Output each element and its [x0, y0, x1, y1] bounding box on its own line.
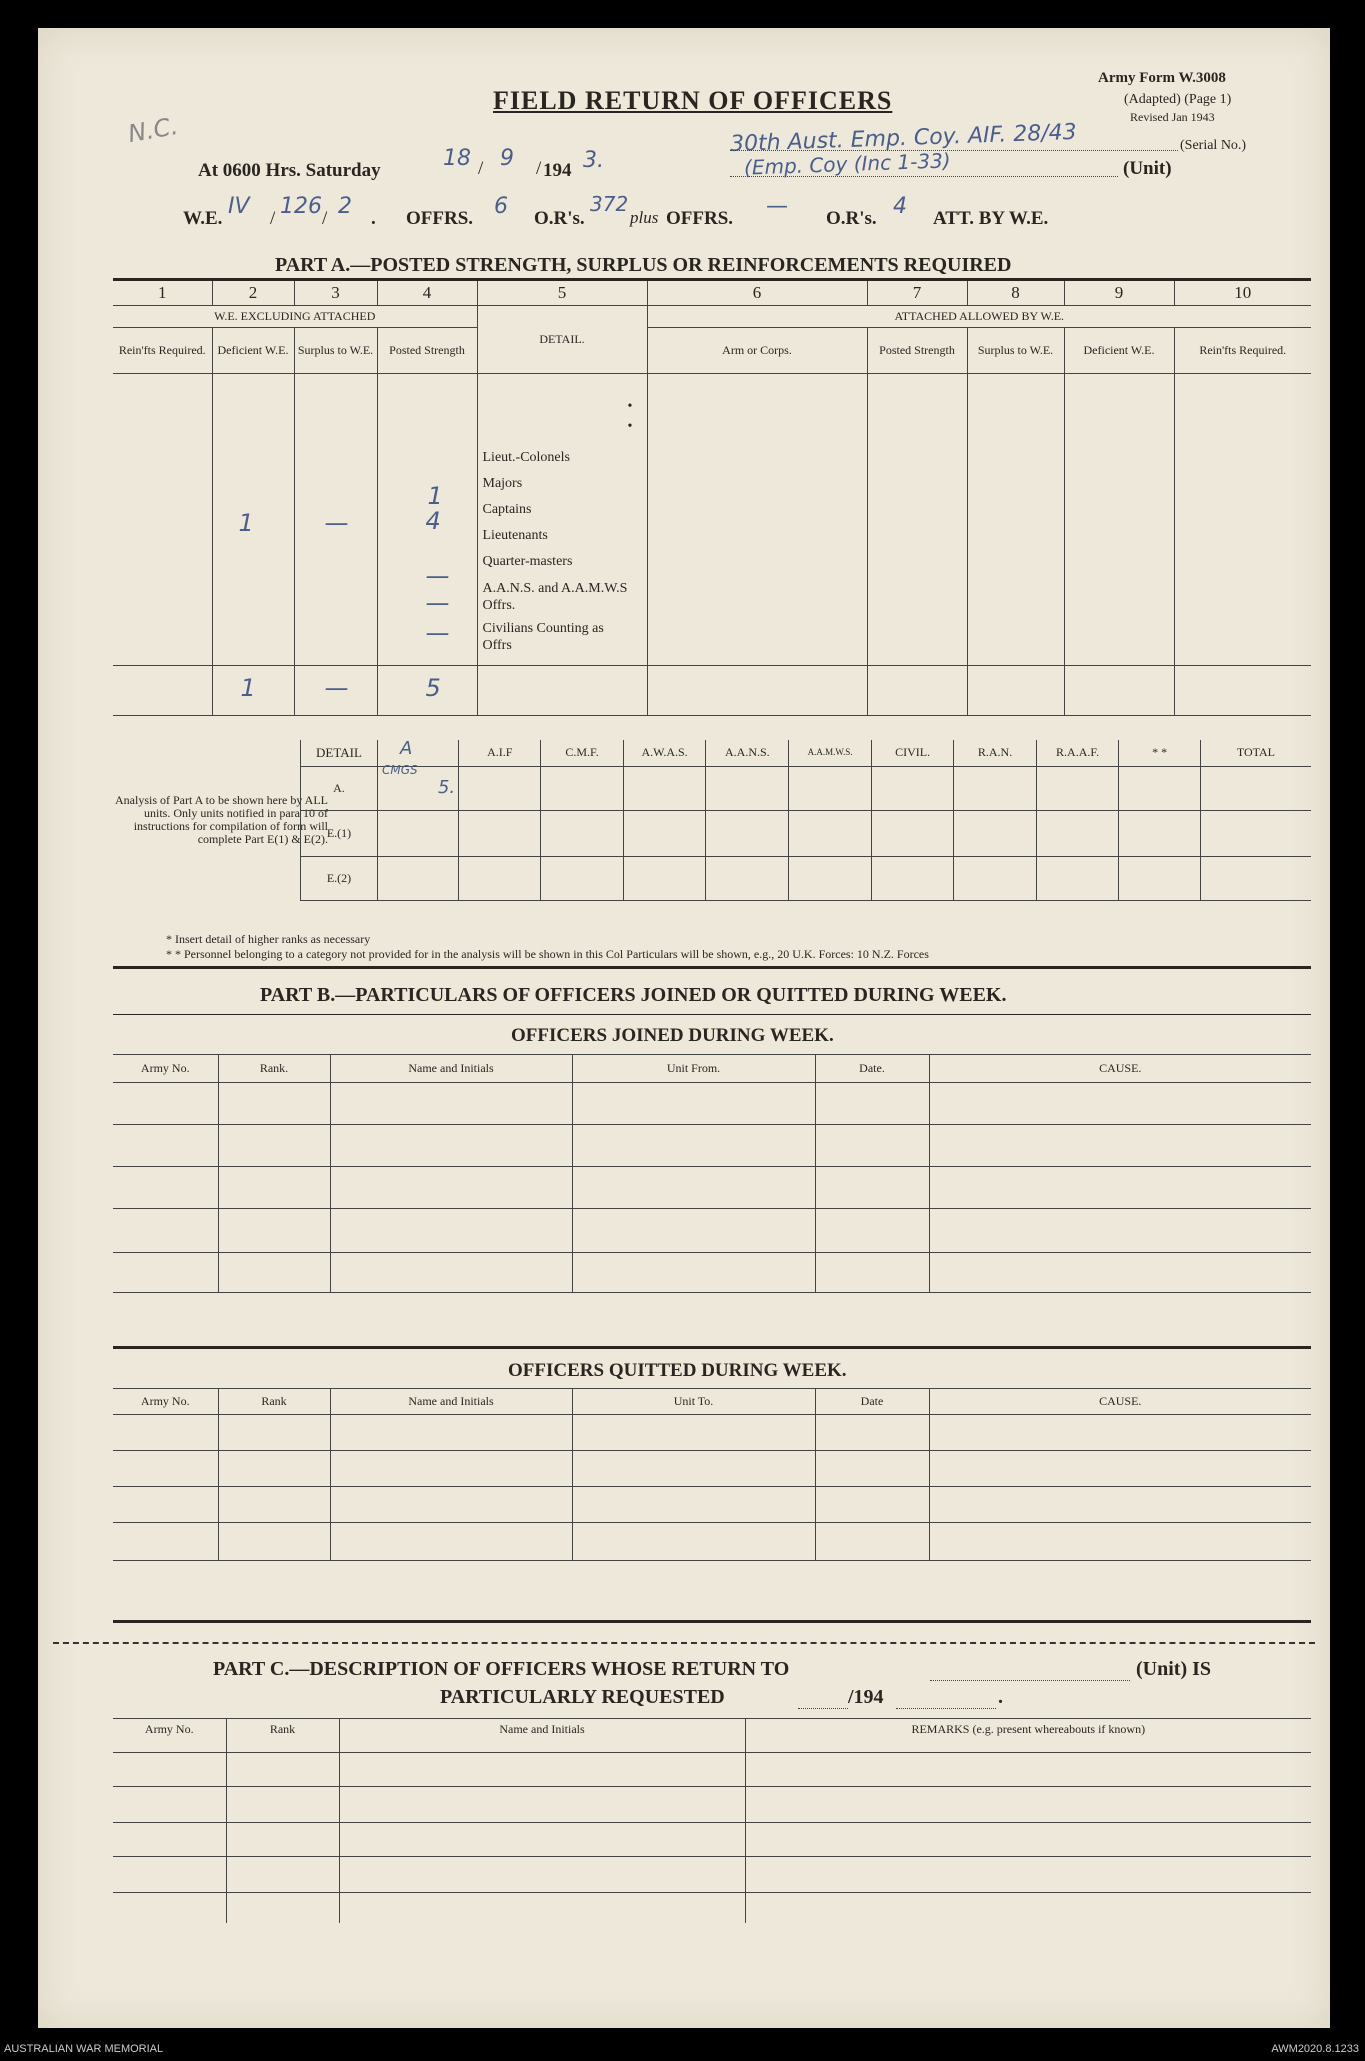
col-num-6: 6 [647, 281, 867, 305]
hw-posted-captains: 1 [427, 481, 443, 510]
joined-table [113, 1054, 1311, 1293]
analysis-table [300, 740, 1311, 901]
part-c-table [113, 1718, 1311, 1923]
joined-col-unit-from: Unit From. [572, 1055, 815, 1083]
joined-col-date: Date. [815, 1055, 929, 1083]
hdr-reinfts-att: Rein'fts Required. [1174, 327, 1311, 373]
group-attached: ATTACHED ALLOWED BY W.E. [647, 305, 1311, 327]
an-row-e2: E.(2) [301, 856, 378, 900]
joined-col-name: Name and Initials [330, 1055, 572, 1083]
an-col-detail: DETAIL [301, 740, 378, 766]
c-col-rank: Rank [226, 1719, 339, 1753]
group-we-excluding: W.E. EXCLUDING ATTACHED [113, 305, 477, 327]
col-num-3: 3 [294, 281, 377, 305]
total-surplus: — [324, 673, 349, 702]
col-num-10: 10 [1174, 281, 1311, 305]
offrs2-label: OFFRS. [666, 208, 734, 229]
we-part3: 2 [338, 194, 352, 219]
an-col-hw: A [399, 738, 413, 759]
quitted-col-date: Date [815, 1389, 929, 1415]
att-label: ATT. BY W.E. [933, 208, 1049, 229]
ors2-label: O.R's. [826, 208, 877, 229]
table-row [113, 1167, 1311, 1209]
col-num-1: 1 [113, 281, 212, 305]
detail-quartermasters: Quarter-masters [482, 553, 573, 569]
hw-posted-aans: — [425, 561, 450, 590]
c-col-name: Name and Initials [339, 1719, 745, 1753]
quitted-col-rank: Rank [218, 1389, 330, 1415]
footer-right: AWM2020.8.1233 [1271, 2043, 1359, 2055]
ors-value: 372 [590, 192, 629, 216]
col-num-8: 8 [967, 281, 1064, 305]
footer-left: AUSTRALIAN WAR MEMORIAL [4, 2043, 164, 2055]
c-col-army-no: Army No. [113, 1719, 226, 1753]
at-label: At 0600 Hrs. Saturday [198, 160, 381, 181]
an-col-aamws: A.A.M.W.S. [789, 740, 872, 766]
we-part1: IV [228, 194, 250, 219]
detail-captains: Captains [482, 501, 532, 517]
an-col-cmf: C.M.F. [541, 740, 623, 766]
total-deficient: 1 [240, 673, 256, 702]
cut-line [53, 1642, 1315, 1644]
quitted-title: OFFICERS QUITTED DURING WEEK. [508, 1360, 847, 1381]
quitted-table [113, 1388, 1311, 1561]
table-row [113, 1523, 1311, 1561]
col-num-5: 5 [477, 281, 647, 305]
form-revised: Revised Jan 1943 [1130, 110, 1215, 124]
hdr-deficient: Deficient W.E. [212, 327, 294, 373]
joined-col-cause: CAUSE. [929, 1055, 1311, 1083]
total-posted: 5 [425, 673, 441, 702]
date-month: 9 [500, 146, 514, 171]
table-row [113, 1125, 1311, 1167]
table-row [113, 1209, 1311, 1253]
col-num-4: 4 [377, 281, 477, 305]
an-row-e1: E.(1) [301, 810, 378, 856]
detail-lieutenants: Lieutenants [482, 527, 548, 543]
year-prefix: 194 [543, 160, 572, 181]
date-day: 18 [443, 146, 471, 171]
we-label: W.E. [183, 208, 223, 229]
an-col-total: TOTAL [1200, 740, 1311, 766]
offrs-label: OFFRS. [406, 208, 474, 229]
quitted-col-unit-to: Unit To. [572, 1389, 815, 1415]
an-col-aans: A.A.N.S. [706, 740, 789, 766]
form-adapted: (Adapted) (Page 1) [1124, 92, 1232, 107]
serial-label: (Serial No.) [1180, 138, 1247, 153]
hdr-deficient-att: Deficient W.E. [1064, 327, 1174, 373]
quitted-col-cause: CAUSE. [929, 1389, 1311, 1415]
an-col-aif: A.I.F [459, 740, 541, 766]
c-col-remarks: REMARKS (e.g. present whereabouts if known) [745, 1719, 1311, 1753]
quitted-col-army-no: Army No. [113, 1389, 218, 1415]
we-part2: 126 [280, 194, 322, 219]
an-row-a: A. [301, 766, 378, 810]
joined-col-army-no: Army No. [113, 1055, 218, 1083]
col-num-9: 9 [1064, 281, 1174, 305]
col-num-7: 7 [867, 281, 967, 305]
part-c-title-d: /194 [848, 1686, 884, 1708]
serial-line [730, 150, 1178, 151]
hdr-posted: Posted Strength [377, 327, 477, 373]
unit-handwriting-1: 30th Aust. Emp. Coy. AIF. 28/43 [729, 119, 1078, 158]
an-hw-a1: CMGS [381, 762, 418, 777]
hw-deficient: 1 [238, 508, 254, 537]
analysis-note: Analysis of Part A to be shown here by ALL units. Only units notified in para 10 of instructions for compilation of form will complete Part E(1) & E(2). [115, 793, 328, 846]
margin-note: N.C. [125, 111, 181, 149]
hw-surplus: — [324, 508, 349, 537]
hdr-surplus-att: Surplus to W.E. [967, 327, 1064, 373]
table-row [113, 1787, 1311, 1823]
ors-label: O.R's. [534, 208, 585, 229]
form-title: FIELD RETURN OF OFFICERS [493, 86, 893, 115]
table-row [113, 1415, 1311, 1451]
offrs-value: 6 [494, 194, 508, 219]
an-col-awas: A.W.A.S. [623, 740, 706, 766]
detail-civilians: Civilians Counting as Offrs [482, 620, 604, 653]
hdr-surplus: Surplus to W.E. [294, 327, 377, 373]
hw-posted-lieutenants: 4 [425, 506, 441, 535]
unit-line [730, 176, 1118, 177]
form-sheet: FIELD RETURN OF OFFICERS Army Form W.3008 (Adapted) (Page 1) Revised Jan 1943 N.C. 30th Aust. Emp. Coy. AIF. 28/43 (Emp. Coy (Inc 1-33) (Serial No.) (Unit) At 0600 Hrs. Saturday 18 / 9 / 194 3. W.E. IV / 126 / 2 . OFFRS. 6 O.R's. 372 plus OFFRS. — O.R's. 4 ATT. BY W.E. PART A.—POSTED STRENGTH, SURPLUS OR REINFORCEMENTS REQUIRED 1 2 3 4 5 6 7 8 9 10 W.E. EXCLUDING ATTACHED DETAIL. ATTACHED ALLOWED BY W.E. Rein'fts Required. Deficient W.E. Surplus to W.E. Posted Strength Arm or Corps. Posted Strength Surplus to W.E. Deficient W.E. Rein'fts Required. 1 — 1 4 — — — • • Lieut.-Colonels Majors Captains Lieutenants Quarter-masters A.A.N.S. and A.A.M.W.S Offrs. Civilians Counting as Offrs 1 — 5 Analysis of Part A to be shown here by ALL units. Only units notified in para 10 of instructions for compilation of form will complete Part E(1) & E(2). DETAIL A A.I.F C.M.F. A.W.A.S. A.A.N.S. A.A.M.W.S. CIVIL. R.A.N. R.A.A.F. * * TOTAL A. CMGS 5. E.(1) E.(2) * Insert detail of higher ranks as necessary * * Personnel belonging to a category not provided for in the analysis will be shown in this Col Particulars will be shown, e.g., 20 U.K. Forces: 10 N.Z. Forces PART B.—PARTICULARS OF OFFICERS JOINED OR QUITTED DURING WEEK. OFFICERS JOINED DURING WEEK. Army No. Rank. Name and Initials Unit From. Date. CAUSE. OFFICERS QUITTED DURING WEEK. Army No. Rank Name and Initials Unit To. Date CAUSE. PART C.—DESCRIPTION OF OFFICERS WHOSE RETURN TO (Unit) IS PARTICULARLY REQUESTED /194 . Army No. Rank Name and Initials REMARKS (e.g. present whereabouts if known) [38, 28, 1330, 2028]
analysis-foot-2: * * Personnel belonging to a category not provided for in the analysis will be shown in this Col Particulars will be shown, e.g., 20 U.K. Forces: 10 N.Z. Forces [166, 947, 929, 961]
unit-label: (Unit) [1123, 158, 1172, 179]
detail-majors: Majors [482, 475, 523, 491]
table-row [113, 1753, 1311, 1787]
table-row [113, 1487, 1311, 1523]
archive-footer [0, 2031, 1365, 2061]
hdr-arm-corps: Arm or Corps. [647, 327, 867, 373]
joined-col-rank: Rank. [218, 1055, 330, 1083]
unit-handwriting-2: (Emp. Coy (Inc 1-33) [743, 148, 952, 180]
an-col-other: * * [1119, 740, 1200, 766]
table-row [113, 1451, 1311, 1487]
plus-label: plus [630, 208, 659, 227]
ors2-value: 4 [893, 194, 907, 219]
part-b-rule-top [113, 966, 1311, 969]
hw-posted-civ1: — [425, 588, 450, 617]
col-num-2: 2 [212, 281, 294, 305]
detail-list: • • Lieut.-Colonels Majors Captains Lieutenants Quarter-masters A.A.N.S. and A.A.M.W.S Offrs. Civilians Counting as Offrs [477, 373, 647, 665]
form-number: Army Form W.3008 [1098, 70, 1226, 86]
detail-aans: A.A.N.S. and A.A.M.W.S Offrs. [482, 580, 628, 613]
quitted-col-name: Name and Initials [330, 1389, 572, 1415]
table-row [113, 1857, 1311, 1893]
part-a-table [113, 281, 1311, 716]
table-row [113, 1253, 1311, 1293]
hdr-detail: DETAIL. [477, 305, 647, 373]
part-c-title-c: PARTICULARLY REQUESTED [440, 1686, 725, 1708]
part-a-title: PART A.—POSTED STRENGTH, SURPLUS OR REINFORCEMENTS REQUIRED [275, 254, 1012, 276]
an-col-ran: R.A.N. [954, 740, 1036, 766]
table-row [113, 1893, 1311, 1923]
joined-title: OFFICERS JOINED DURING WEEK. [511, 1025, 834, 1046]
part-b-title: PART B.—PARTICULARS OF OFFICERS JOINED OR QUITTED DURING WEEK. [260, 984, 1007, 1006]
an-col-raaf: R.A.A.F. [1036, 740, 1119, 766]
offrs2-value: — [766, 194, 788, 219]
hw-posted-civ2: — [425, 618, 450, 647]
an-hw-a2: 5. [437, 776, 456, 798]
table-row [113, 1083, 1311, 1125]
part-c-title-a: PART C.—DESCRIPTION OF OFFICERS WHOSE RETURN TO [213, 1658, 790, 1680]
hdr-reinfts: Rein'fts Required. [113, 327, 212, 373]
analysis-foot-1: * Insert detail of higher ranks as necessary [166, 932, 371, 946]
part-c-title-b: (Unit) IS [1136, 1658, 1212, 1680]
year-suffix: 3. [583, 148, 604, 173]
table-row [113, 1823, 1311, 1857]
an-col-civil: CIVIL. [871, 740, 953, 766]
detail-lieut-colonels: Lieut.-Colonels [482, 449, 570, 465]
hdr-posted-att: Posted Strength [867, 327, 967, 373]
